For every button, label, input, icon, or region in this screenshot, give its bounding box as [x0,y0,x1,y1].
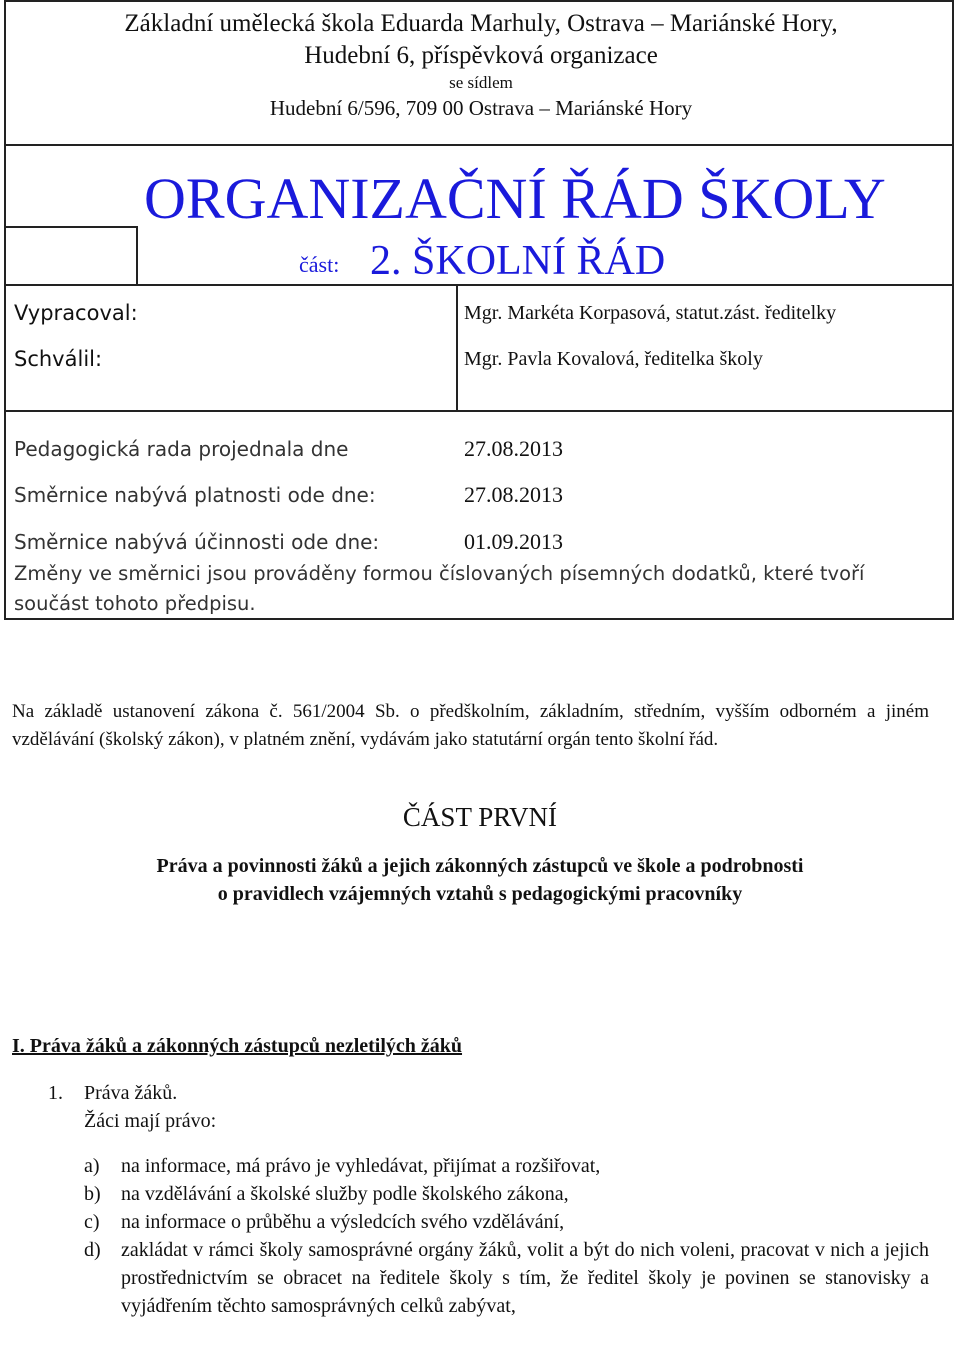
effect-date: 01.09.2013 [464,529,563,554]
list-item-letter: b) [84,1183,101,1205]
title-divider [6,284,952,286]
school-address: Hudební 6/596, 709 00 Ostrava – Mariánské Hory [269,96,693,120]
seat-label: se sídlem [449,73,513,92]
council-label: Pedagogická rada projednala dne [14,437,349,461]
part-label: část: [299,252,340,277]
signature-column-divider [456,284,458,412]
signature-divider [6,410,952,412]
approved-value: Mgr. Pavla Kovalová, ředitelka školy [464,348,763,370]
header-divider [6,144,952,146]
intro-paragraph: Na základě ustanovení zákona č. 561/2004 Sb. o předškolním, základním, středním, vyšším odborném a jiném vzdělávání (školský zákon), v platném znění, vydávám jako statutární orgán tento školní řád. [12,701,929,750]
left-divider [6,226,136,228]
list-item-text: na informace, má právo je vyhledávat, přijímat a rozšiřovat, [121,1155,601,1177]
council-date: 27.08.2013 [464,436,563,461]
part-subtitle-line-2: o pravidlech vzájemných vztahů s pedagogickými pracovníky [217,883,743,905]
part-title: 2. ŠKOLNÍ ŘÁD [370,238,666,284]
school-name-line-1: Základní umělecká škola Eduarda Marhuly, Ostrava – Mariánské Hory, [124,10,838,37]
list-item-letter: d) [84,1239,101,1261]
prepared-value: Mgr. Markéta Korpasová, statut.zást. ředitelky [464,302,837,324]
list-item-text: na vzdělávání a školské služby podle školského zákona, [121,1183,569,1205]
list-item-letter: a) [84,1155,100,1177]
effect-label: Směrnice nabývá účinnosti ode dne: [14,530,380,554]
item-number: 1. [48,1082,63,1104]
part-subtitle-line-1: Práva a povinnosti žáků a jejich zákonných zástupců ve škole a podrobnosti [156,855,804,877]
document-header-box [4,0,954,620]
school-name-line-2: Hudební 6, příspěvková organizace [304,42,658,69]
list-item-letter: c) [84,1211,100,1233]
list-item-text: na informace o průběhu a výsledcích svého vzdělávání, [121,1211,565,1233]
title-left-border [136,226,138,286]
part-heading: ČÁST PRVNÍ [402,802,558,832]
document-title: ORGANIZAČNÍ ŘÁD ŠKOLY [144,166,886,231]
section-heading: I. Práva žáků a zákonných zástupců nezletilých žáků [12,1035,463,1057]
prepared-label: Vypracoval: [14,301,138,325]
approved-label: Schválil: [14,347,103,371]
list-item-text: zakládat v rámci školy samosprávné orgány žáků, volit a být do nich voleni, pracovat v nich a jejich prostřednictvím se obracet na ředitele školy s tím, že ředitel školy je povinen se stanovisky a vyjádřením těchto samosprávných celků zabývat, [121,1239,929,1317]
validity-label: Směrnice nabývá platnosti ode dne: [14,483,376,507]
validity-date: 27.08.2013 [464,482,563,507]
changes-note: Změny ve směrnici jsou prováděny formou číslovaných písemných dodatků, které tvoří součást tohoto předpisu. [14,562,865,615]
item-intro: Žáci mají právo: [84,1110,217,1132]
item-title: Práva žáků. [84,1082,178,1104]
